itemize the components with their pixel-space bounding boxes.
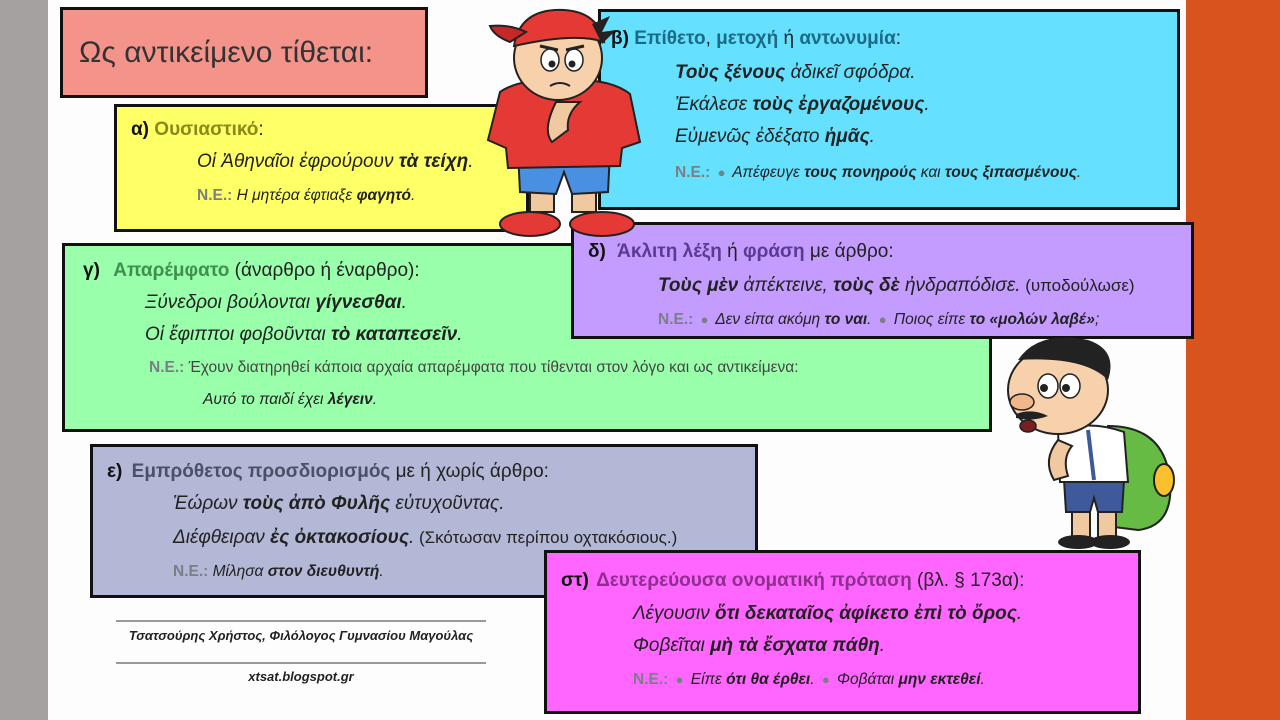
ex-bold: μὴ τὰ ἔσχατα πάθη bbox=[710, 635, 880, 656]
heading-suffix: (βλ. § 173α): bbox=[911, 570, 1025, 591]
heading-suffix: : bbox=[895, 28, 902, 49]
box-noun-label: α) bbox=[131, 119, 150, 140]
box-infinitive-ne2 bbox=[203, 391, 377, 409]
heading-2: μετοχή bbox=[716, 28, 779, 49]
sep-1: , bbox=[705, 28, 717, 49]
left-strip bbox=[0, 0, 48, 720]
box-infinitive-ex1 bbox=[145, 292, 407, 314]
bullet-icon: ● bbox=[878, 312, 887, 327]
ex-plain: ἀδικεῖ σφόδρα. bbox=[785, 62, 916, 83]
box-adjective-label: β) bbox=[611, 28, 629, 49]
ne-text: Φοβάται bbox=[832, 671, 899, 688]
ne-label: Ν.Ε.: bbox=[633, 671, 669, 688]
ne-bold: φαγητό bbox=[356, 187, 411, 204]
ex-note: (υποδούλωσε) bbox=[1020, 276, 1135, 295]
ne-end: . bbox=[980, 671, 985, 688]
ne-label: Ν.Ε.: bbox=[173, 563, 209, 580]
ne-label: Ν.Ε.: bbox=[149, 359, 185, 376]
ne-end: . bbox=[810, 671, 815, 688]
box-noun-heading bbox=[131, 119, 264, 141]
ex-bold: Τοὺς ξένους bbox=[675, 62, 786, 83]
box-adjective-ex3 bbox=[675, 126, 875, 148]
ex-bold: ἐς ὀκτακοσίους bbox=[270, 527, 409, 548]
surprised-schoolboy-cartoon bbox=[988, 330, 1186, 550]
worried-boy-cartoon bbox=[480, 2, 650, 242]
footer-divider-top bbox=[116, 620, 486, 622]
box-indeclinable-ex1 bbox=[658, 275, 1135, 297]
box-adjective-ex1 bbox=[675, 62, 916, 84]
ne-bold: το «μολών λαβέ» bbox=[969, 311, 1095, 328]
ex-plain: Ξύνεδροι βούλονται bbox=[145, 292, 316, 313]
box-subordinate-clause bbox=[544, 550, 1141, 714]
sep-2: ή bbox=[778, 28, 800, 49]
ne-label: Ν.Ε.: bbox=[675, 164, 711, 181]
ex-plain: Ἑώρων bbox=[173, 493, 243, 514]
ex-bold: τοὺς δὲ bbox=[833, 275, 900, 296]
page-title: Ως αντικείμενο τίθεται: bbox=[79, 36, 374, 69]
footer-divider-bottom bbox=[116, 662, 486, 664]
ex-end: . bbox=[869, 126, 875, 147]
ne-end: . bbox=[1076, 164, 1082, 181]
box-indeclinable-heading bbox=[588, 241, 894, 263]
ex-note: (Σκότωσαν περίπου οχτακόσιους.) bbox=[414, 528, 678, 547]
box-noun bbox=[114, 104, 529, 232]
ex-end: . bbox=[401, 292, 407, 313]
ne-bold: ότι θα έρθει bbox=[726, 671, 811, 688]
ne-end: . bbox=[372, 391, 378, 408]
box-prepositional-ne bbox=[173, 563, 384, 581]
ne-label: Ν.Ε.: bbox=[197, 187, 233, 204]
footer-url[interactable]: xtsat.blogspot.gr bbox=[248, 669, 354, 684]
ex-plain: Οἱ Ἀθηναῖοι ἐφρούρουν bbox=[197, 151, 399, 172]
ne-text: Απέφευγε bbox=[728, 164, 805, 181]
heading-3: αντωνυμία bbox=[799, 28, 896, 49]
box-indeclinable-label: δ) bbox=[588, 241, 606, 262]
ne-text: Δεν είπα ακόμη bbox=[711, 311, 825, 328]
ex-plain: Ἐκάλεσε bbox=[675, 94, 753, 115]
box-adjective-heading bbox=[611, 28, 901, 50]
title-box bbox=[60, 7, 428, 98]
ne-text: Είπε bbox=[686, 671, 727, 688]
ex-bold: ἡμᾶς bbox=[824, 126, 870, 147]
ex-bold: τοὺς ἀπὸ Φυλῆς bbox=[242, 493, 391, 514]
sep: ή bbox=[721, 241, 743, 262]
ex-end: εὐτυχοῦντας. bbox=[390, 493, 505, 514]
bullet-icon: ● bbox=[675, 672, 684, 687]
box-indeclinable-ne bbox=[658, 311, 1099, 329]
box-subordinate-heading bbox=[561, 570, 1024, 592]
bullet-icon: ● bbox=[700, 312, 709, 327]
box-adjective-ne bbox=[675, 164, 1081, 182]
box-infinitive-heading bbox=[83, 260, 420, 282]
ne-text: και bbox=[916, 164, 945, 181]
ne-label: Ν.Ε.: bbox=[658, 311, 694, 328]
ex-bold: τὸ καταπεσεῖν bbox=[331, 324, 458, 345]
ex-end: . bbox=[879, 635, 886, 656]
box-infinitive-ne bbox=[149, 359, 799, 377]
ne-bold: μην εκτεθεί bbox=[898, 671, 981, 688]
heading-suffix: (άναρθρο ή έναρθρο): bbox=[229, 260, 420, 281]
box-noun-ne bbox=[197, 187, 415, 205]
box-adjective bbox=[598, 9, 1180, 210]
ne-text: Αυτό το παιδί έχει bbox=[203, 391, 328, 408]
box-prepositional-ex2 bbox=[173, 527, 677, 549]
bullet-icon: ● bbox=[821, 672, 830, 687]
ex-bold: τὰ τείχη bbox=[398, 151, 469, 172]
ne-end: . bbox=[867, 311, 872, 328]
heading-2: φράση bbox=[743, 241, 805, 262]
heading-suffix: με ή χωρίς άρθρο: bbox=[390, 461, 549, 482]
box-subordinate-label: στ) bbox=[561, 570, 589, 591]
ne-bold: τους ξιπασμένους bbox=[944, 164, 1077, 181]
ex-plain: Εὐμενῶς ἐδέξατο bbox=[675, 126, 825, 147]
ne-bold: λέγειν bbox=[327, 391, 373, 408]
bullet-icon: ● bbox=[717, 165, 726, 180]
heading-suffix: με άρθρο: bbox=[804, 241, 894, 262]
ne-text: Ποιος είπε bbox=[889, 311, 970, 328]
box-infinitive-ex2 bbox=[145, 324, 462, 346]
box-subordinate-ex2 bbox=[633, 635, 885, 657]
ex-end: . bbox=[468, 151, 474, 172]
ne-bold: τους πονηρούς bbox=[804, 164, 917, 181]
box-noun-title: Ουσιαστικό bbox=[154, 119, 259, 140]
ne-text: Η μητέρα έφτιαξε bbox=[232, 187, 357, 204]
ne-bold: στον διευθυντή bbox=[267, 563, 380, 580]
ex-end: . bbox=[408, 527, 415, 548]
ex-bold: τοὺς ἐργαζομένους bbox=[752, 94, 925, 115]
box-indeclinable bbox=[571, 222, 1194, 339]
ex-plain: Λέγουσιν bbox=[633, 603, 715, 624]
heading: Εμπρόθετος προσδιορισμός bbox=[131, 461, 391, 482]
footer-author: Τσατσούρης Χρήστος, Φιλόλογος Γυμνασίου Μαγούλας bbox=[128, 628, 474, 643]
box-prepositional-ex1 bbox=[173, 493, 505, 515]
heading: Απαρέμφατο bbox=[113, 260, 230, 281]
right-strip bbox=[1186, 0, 1280, 720]
box-subordinate-ne bbox=[633, 671, 985, 689]
ex-bold: γίγνεσθαι bbox=[315, 292, 402, 313]
ex-end: . bbox=[457, 324, 463, 345]
ne-end: ; bbox=[1094, 311, 1100, 328]
ex-plain: Οἱ ἔφιπποι φοβοῦνται bbox=[145, 324, 332, 345]
box-prepositional-label: ε) bbox=[107, 461, 123, 482]
box-infinitive-label: γ) bbox=[83, 260, 100, 281]
ne-end: . bbox=[379, 563, 384, 580]
heading-1: Επίθετο bbox=[634, 28, 706, 49]
box-adjective-ex2 bbox=[675, 94, 930, 116]
box-noun-suffix: : bbox=[258, 119, 264, 140]
box-subordinate-ex1 bbox=[633, 603, 1022, 625]
ex-plain: Φοβεῖται bbox=[633, 635, 711, 656]
ne-text: Έχουν διατηρηθεί κάποια αρχαία απαρέμφατα που τίθενται στον λόγο και ως αντικείμενα: bbox=[184, 359, 799, 376]
ne-bold: το ναι bbox=[824, 311, 868, 328]
ex-bold: ὅτι δεκαταῖος ἀφίκετο ἐπὶ τὸ ὄρος bbox=[715, 603, 1017, 624]
ne-text: Μίλησα bbox=[208, 563, 268, 580]
ex-end: . bbox=[924, 94, 930, 115]
ex-bold: Τοὺς μὲν bbox=[658, 275, 739, 296]
box-noun-example bbox=[197, 151, 474, 173]
heading: Δευτερεύουσα ονοματική πρόταση bbox=[596, 570, 912, 591]
ex-plain: Διέφθειραν bbox=[173, 527, 271, 548]
box-prepositional-heading bbox=[107, 461, 549, 483]
heading-1: Άκλιτη λέξη bbox=[617, 241, 722, 262]
ne-end: . bbox=[410, 187, 416, 204]
ex-plain: ἠνδραπόδισε. bbox=[899, 275, 1021, 296]
ex-plain: ἀπέκτεινε, bbox=[738, 275, 834, 296]
ex-end: . bbox=[1016, 603, 1023, 624]
